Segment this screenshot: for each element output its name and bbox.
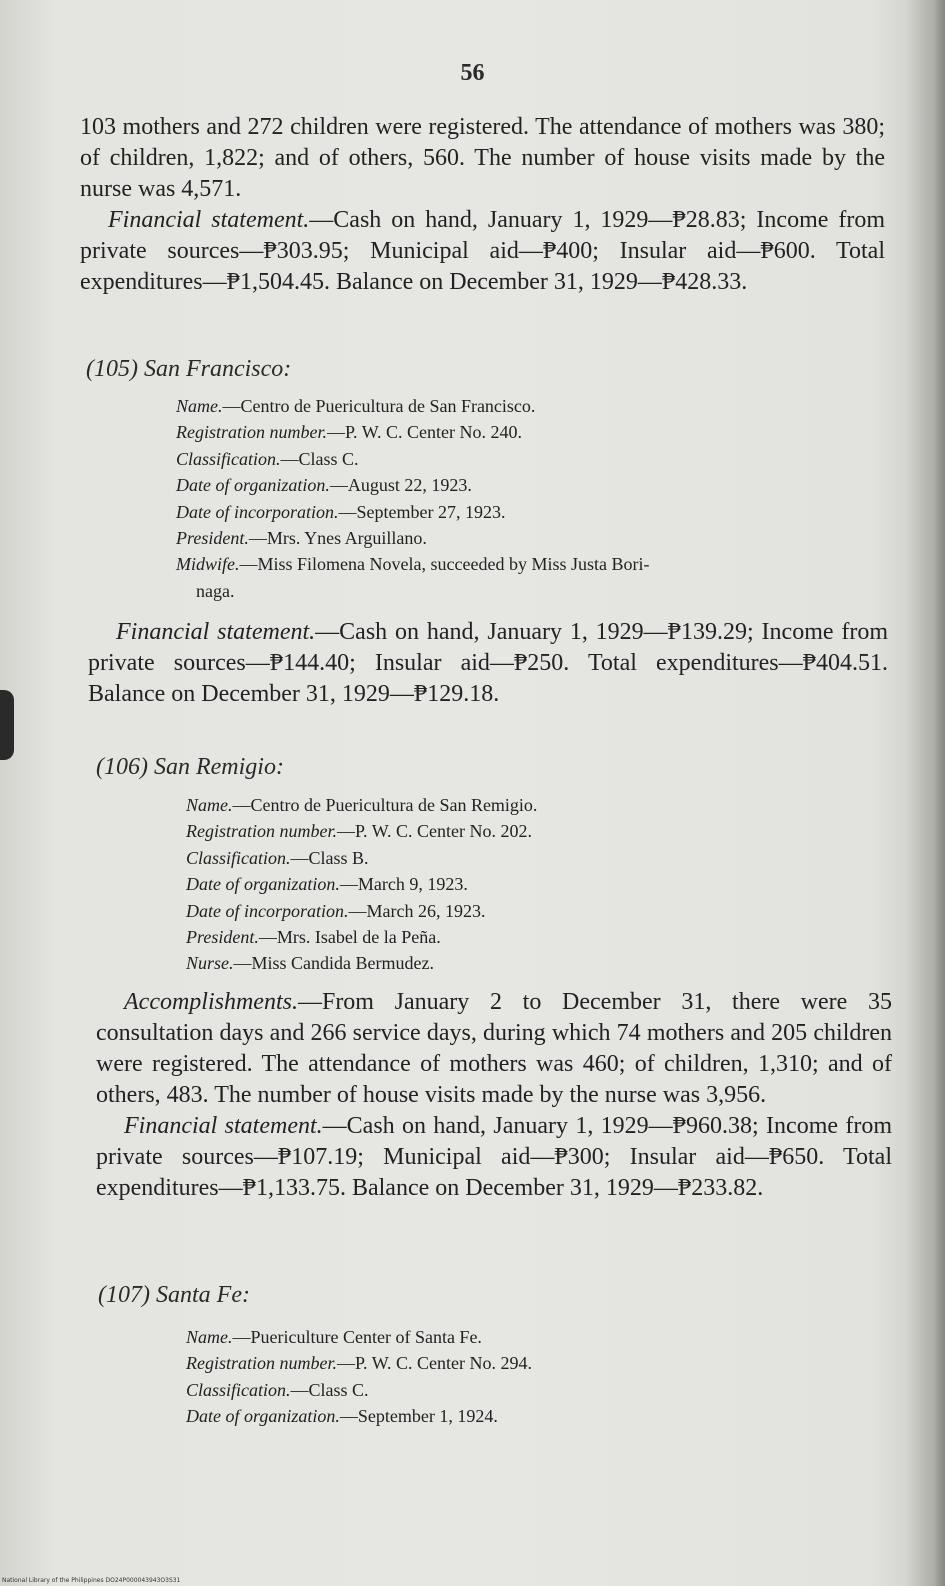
section-107-entries [186,1324,532,1430]
scan-footer-note: National Library of the Philippines DO24P000043943O3S31 [2,1577,181,1584]
section-heading-106: (106) San Remigio: [96,754,284,780]
entry-value: —Miss Candida Bermudez. [233,953,434,974]
entry-label: Date of incorporation. [186,900,349,921]
financial-statement-text: —Cash on hand, January 1, 1929—₱960.38; Income from private sources—₱107.19; Municipal aid—₱300; Insular aid—₱650. Total expenditures—₱1,133.75. Balance on December 31, 1929—₱233.82. [96,1113,893,1201]
entry-label: President. [176,528,249,549]
entry-label: Registration number. [186,1353,337,1374]
entry-value: —P. W. C. Center No. 202. [337,821,533,842]
page-shadow-edge [905,0,945,1586]
entry-midwife [176,551,649,577]
entry-label: Name. [176,396,223,416]
entry-value: —August 22, 1923. [329,475,472,496]
entry-registration [176,419,649,445]
financial-statement-text: —Cash on hand, January 1, 1929—₱139.29; Income from private sources—₱144.40; Insular aid—₱250. Total expenditures—₱404.51. Balance on December 31, 1929—₱129.18. [88,619,889,707]
entry-label: Date of organization. [186,1406,340,1427]
accomplishments-text: —From January 2 to December 31, there were 35 consultation days and 266 service days, during which 74 mothers and 205 children were registered. The attendance of mothers was 460; of children, 1,310; and of others, 483. The number of house visits made by the nurse was 3,956. [96,989,892,1108]
page-number: 56 [460,60,485,86]
accomplishments-label: Accomplishments. [124,989,298,1015]
entry-label: Registration number. [176,422,327,443]
entry-value: —P. W. C. Center No. 240. [327,422,523,443]
entry-nurse [186,950,537,976]
section-heading-107: (107) Santa Fe: [98,1282,250,1308]
financial-statement [96,1111,892,1204]
entry-date-incorporation [176,499,649,525]
financial-statement-label: Financial statement. [108,207,310,233]
section-105-entries [176,393,649,604]
entry-date-organization [186,871,537,897]
entry-label: Classification. [176,448,281,469]
entry-name [186,792,537,818]
entry-label: Classification. [186,847,291,868]
entry-value: —September 27, 1923. [338,501,506,522]
entry-date-organization [176,472,649,498]
financial-statement-text: —Cash on hand, January 1, 1929—₱28.83; Income from private sources—₱303.95; Municipal aid—₱400; Insular aid—₱600. Total expenditures—₱1,504.45. Balance on December 31, 1929—₱428.33. [80,207,886,295]
entry-date-incorporation [186,898,537,924]
entry-value: —March 9, 1923. [339,874,468,895]
section-106-body [96,987,892,1204]
entry-name [186,1324,532,1350]
entry-value: —Miss Filomena Novela, succeeded by Miss Justa Bori- [239,554,650,575]
entry-label: Name. [186,1327,233,1347]
entry-classification [176,446,649,472]
entry-label: Classification. [186,1379,291,1400]
section-heading-105: (105) San Francisco: [86,356,292,382]
entry-registration [186,1350,532,1376]
financial-statement-label: Financial statement. [124,1113,323,1139]
entry-label: Date of incorporation. [176,501,339,522]
financial-statement [88,617,888,710]
intro-block [80,112,885,298]
entry-label: Date of organization. [186,874,340,895]
section-106-entries [186,792,537,977]
entry-value: —Class C. [290,1379,369,1400]
entry-label: Date of organization. [176,475,330,496]
entry-value: naga. [196,580,235,601]
scan-binding-mark [0,690,14,760]
entry-label: Midwife. [176,554,240,575]
entry-value: —Mrs. Ynes Arguillano. [248,528,427,549]
entry-value: —Mrs. Isabel de la Peña. [258,927,441,948]
entry-label: Registration number. [186,821,337,842]
entry-value: —September 1, 1924. [339,1406,498,1427]
entry-classification [186,1377,532,1403]
entry-president [176,525,649,551]
entry-value: —Puericulture Center of Santa Fe. [232,1327,482,1347]
entry-name [176,393,649,419]
entry-registration [186,818,537,844]
entry-value: —Class B. [290,847,369,868]
entry-value: —Centro de Puericultura de San Francisco. [222,396,536,416]
entry-value: —P. W. C. Center No. 294. [337,1353,533,1374]
section-105-financial [88,617,888,710]
entry-classification [186,845,537,871]
entry-label: President. [186,927,259,948]
entry-label: Name. [186,795,233,815]
intro-financial-statement [80,205,885,298]
entry-label: Nurse. [186,953,234,974]
entry-president [186,924,537,950]
financial-statement-label: Financial statement. [116,619,316,645]
intro-paragraph: 103 mothers and 272 children were registered. The attendance of mothers was 380; of children, 1,822; and of others, 560. The number of house visits made by the nurse was 4,571. [80,114,885,202]
entry-value: —Class C. [280,448,359,469]
entry-date-organization [186,1403,532,1429]
entry-value: —March 26, 1923. [348,900,486,921]
entry-value: —Centro de Puericultura de San Remigio. [232,795,538,815]
entry-continuation [176,578,649,604]
accomplishments [96,987,892,1111]
